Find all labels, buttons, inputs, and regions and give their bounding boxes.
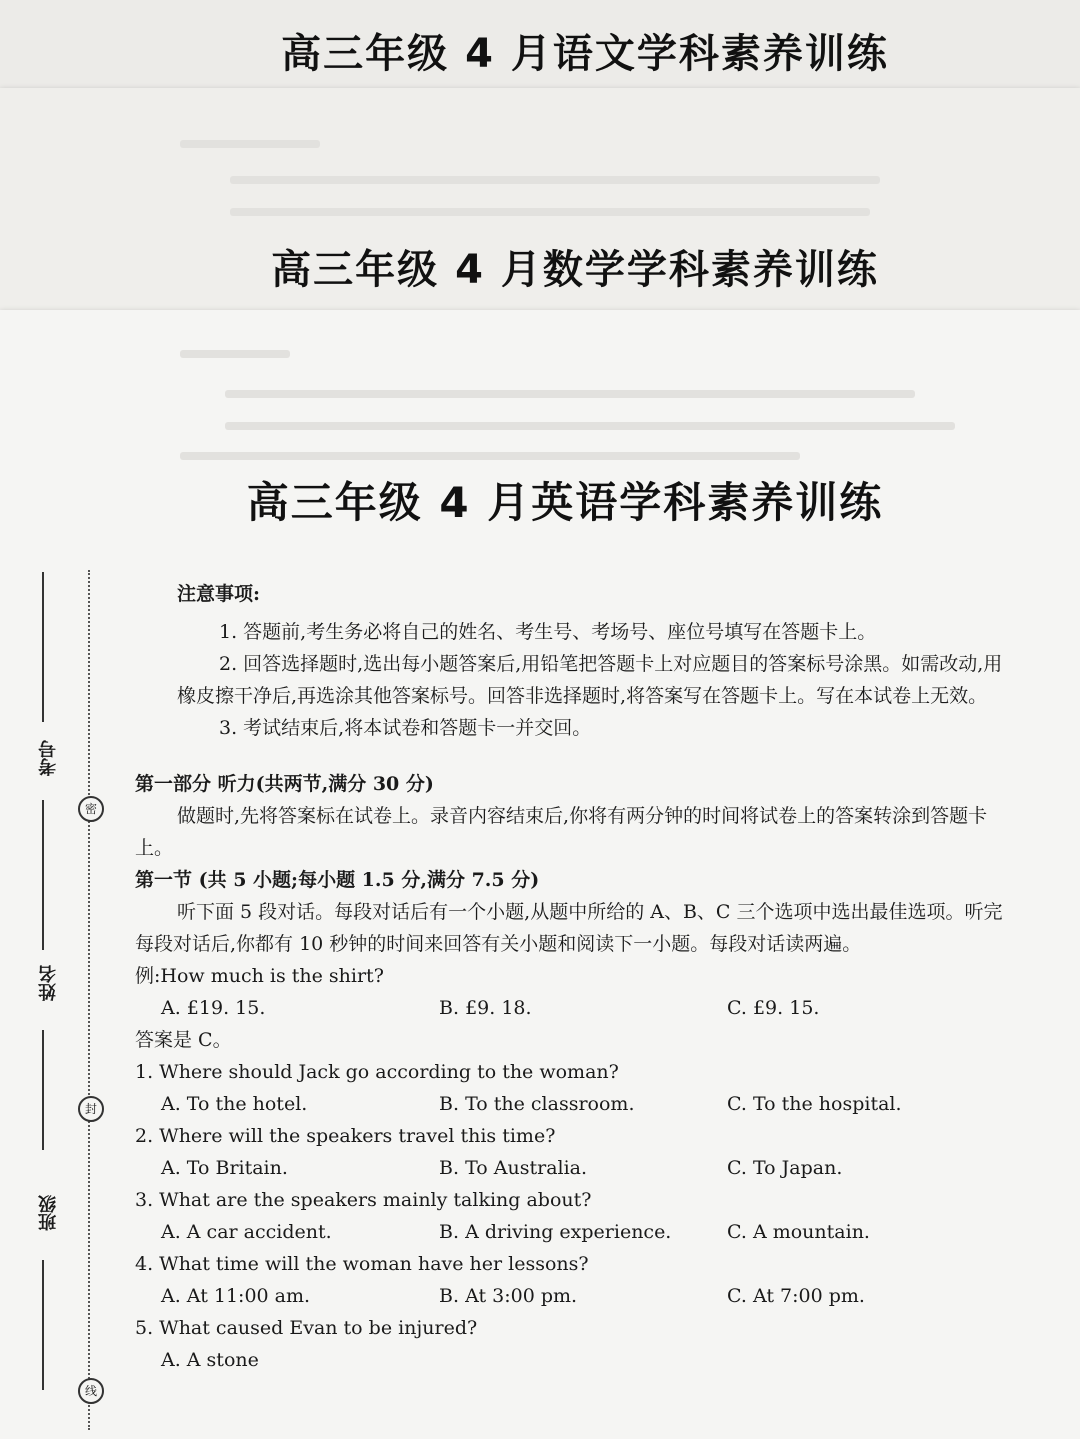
q3-option-b: B. A driving experience. (439, 1221, 672, 1243)
faint-text-line (225, 390, 915, 398)
question-4: 4. What time will the woman have her lessons? (135, 1253, 589, 1275)
question-1: 1. Where should Jack go according to the woman? (135, 1061, 619, 1083)
q1-option-b: B. To the classroom. (439, 1093, 635, 1115)
seal-mi: 密 (78, 796, 104, 822)
math-paper-title: 高三年级 4 月数学学科素养训练 (271, 247, 879, 293)
class-label: 班级 (38, 1195, 59, 1231)
q2-option-b: B. To Australia. (439, 1157, 588, 1179)
section1-instruction: 听下面 5 段对话。每段对话后有一个小题,从题中所给的 A、B、C 三个选项中选出最佳选项。听完每段对话后,你都有 10 秒钟的时间来回答有关小题和阅读下一小题。每段对话读两遍。 (135, 901, 1003, 955)
name-line (42, 800, 44, 950)
question-3: 3. What are the speakers mainly talking about? (135, 1189, 592, 1211)
example-answer: 答案是 C。 (135, 1029, 232, 1051)
q2-option-a: A. To Britain. (161, 1157, 288, 1179)
question-1-options (135, 1088, 1015, 1120)
question-5-options (135, 1344, 1015, 1376)
example-question: 例:How much is the shirt? (135, 965, 384, 987)
chinese-paper-title: 高三年级 4 月语文学科素养训练 (281, 31, 889, 77)
part1-instruction: 做题时,先将答案标在试卷上。录音内容结束后,你将有两分钟的时间将试卷上的答案转涂到答题卡上。 (135, 805, 988, 859)
english-paper-content (135, 578, 1015, 1376)
faint-text-line (180, 350, 290, 358)
q3-option-a: A. A car accident. (161, 1221, 332, 1243)
q1-option-a: A. To the hotel. (161, 1093, 308, 1115)
question-4-options (135, 1280, 1015, 1312)
faint-text-line (230, 208, 870, 216)
q4-option-c: C. At 7:00 pm. (727, 1285, 865, 1307)
seal-feng: 封 (78, 1096, 104, 1122)
example-options (135, 992, 1015, 1024)
faint-text-line (180, 140, 320, 148)
notice-item-3: 3. 考试结束后,将本试卷和答题卡一并交回。 (219, 717, 592, 739)
binding-dotted-line (88, 570, 90, 1430)
question-5: 5. What caused Evan to be injured? (135, 1317, 478, 1339)
exam-no-label: 考号 (38, 740, 59, 776)
q5-option-a: A. A stone (161, 1349, 259, 1371)
question-3-options (135, 1216, 1015, 1248)
name-label: 姓名 (38, 965, 59, 1001)
notice-item-1: 1. 答题前,考生务必将自己的姓名、考生号、考场号、座位号填写在答题卡上。 (219, 621, 877, 643)
q3-option-c: C. A mountain. (727, 1221, 870, 1243)
q2-option-c: C. To Japan. (727, 1157, 843, 1179)
class-line-lower (42, 1260, 44, 1390)
faint-text-line (225, 422, 955, 430)
faint-text-line (230, 176, 880, 184)
q1-option-c: C. To the hospital. (727, 1093, 902, 1115)
part1-heading: 第一部分 听力(共两节,满分 30 分) (135, 773, 434, 795)
notice-item-2: 2. 回答选择题时,选出每小题答案后,用铅笔把答题卡上对应题目的答案标号涂黑。如需改动,用橡皮擦干净后,再选涂其他答案标号。回答非选择题时,将答案写在答题卡上。写在本试卷上无效。 (177, 653, 1003, 707)
notice-heading: 注意事项: (177, 583, 261, 605)
binding-margin (0, 560, 110, 1439)
question-2: 2. Where will the speakers travel this time? (135, 1125, 556, 1147)
english-paper-title: 高三年级 4 月英语学科素养训练 (246, 478, 884, 527)
example-option-b: B. £9. 18. (439, 997, 532, 1019)
faint-text-line (180, 452, 800, 460)
seal-xian: 线 (78, 1378, 104, 1404)
q4-option-a: A. At 11:00 am. (161, 1285, 311, 1307)
q4-option-b: B. At 3:00 pm. (439, 1285, 578, 1307)
class-line (42, 1030, 44, 1150)
exam-no-line (42, 572, 44, 722)
question-2-options (135, 1152, 1015, 1184)
section1-heading: 第一节 (共 5 小题;每小题 1.5 分,满分 7.5 分) (135, 869, 540, 891)
example-option-c: C. £9. 15. (727, 997, 820, 1019)
example-option-a: A. £19. 15. (161, 997, 266, 1019)
